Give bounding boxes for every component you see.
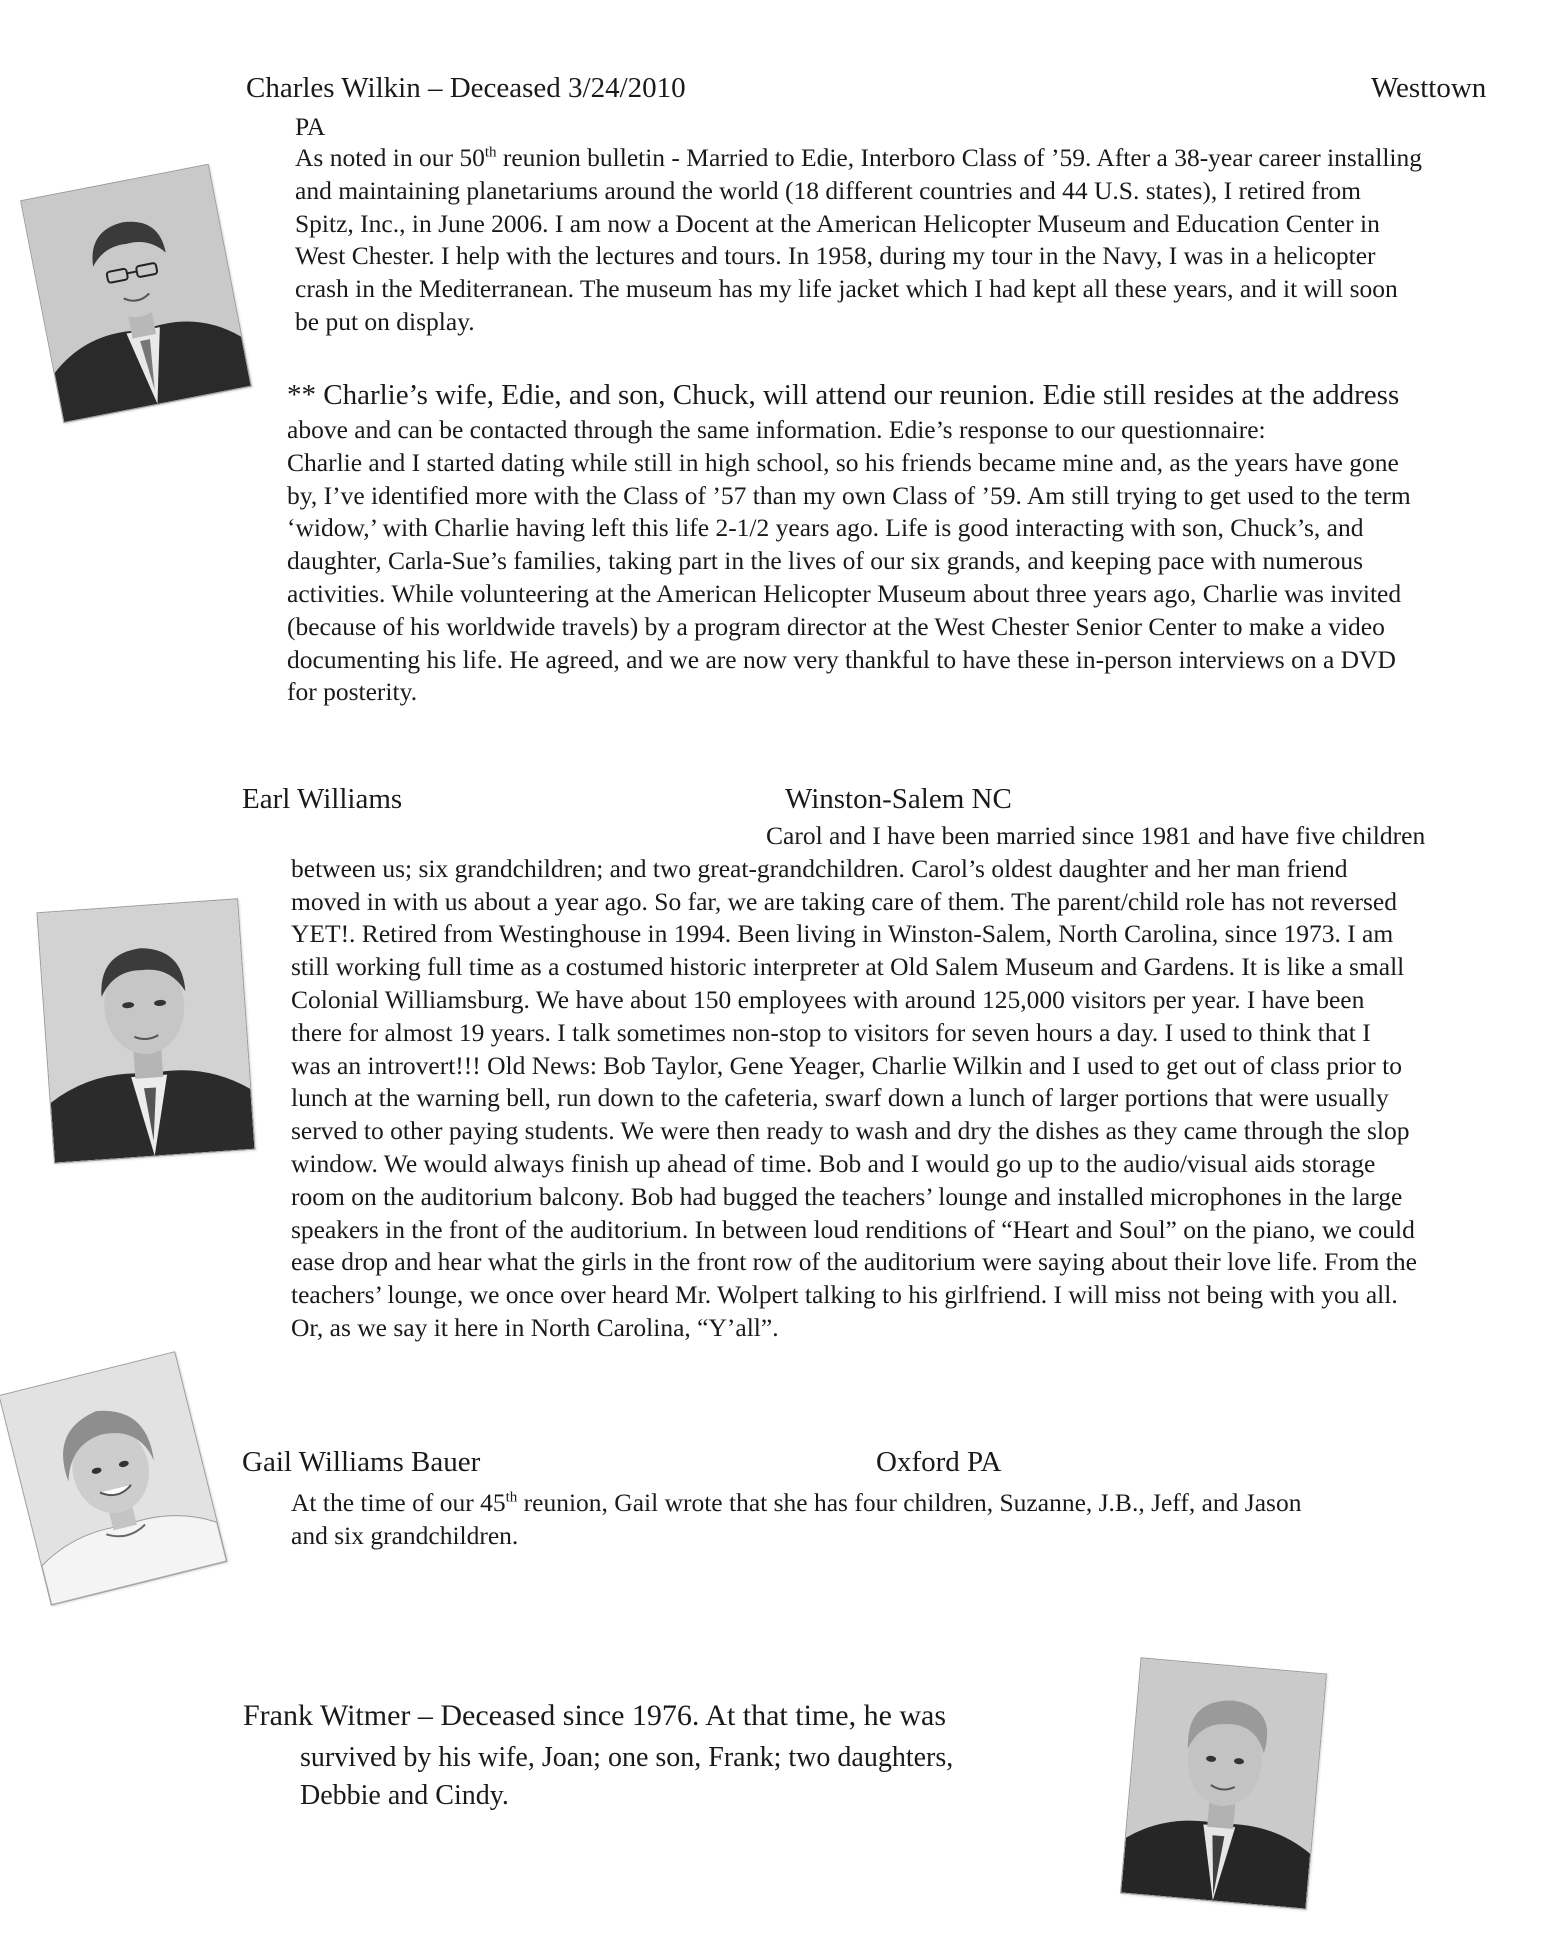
text-line: ease drop and hear what the girls in the front row of the auditorium were saying about their love life. From the (291, 1247, 1417, 1277)
entry-location-williams: Winston-Salem NC (785, 783, 1012, 815)
entry-name-witmer: Frank Witmer – Deceased since 1976. At that time, he was (243, 1699, 947, 1732)
entry-name-williams: Earl Williams (242, 783, 403, 815)
portrait-image (1121, 1658, 1326, 1908)
text-line: documenting his life. He agreed, and we are now very thankful to have these in-person interviews on a DVD (287, 644, 1396, 674)
portrait-photo-witmer (1120, 1657, 1327, 1909)
entry-bulletin-wilkin (295, 142, 1525, 339)
entry-location-wilkin: Westtown (1371, 72, 1487, 104)
entry-note-wilkin (287, 376, 1527, 709)
text-line: daughter, Carla-Sue’s families, taking part in the lives of our six grands, and keeping pace with numerous (287, 546, 1364, 576)
entry-name-bauer: Gail Williams Bauer (242, 1446, 481, 1478)
text-line: YET!. Retired from Westinghouse in 1994. Been living in Winston-Salem, North Carolina, since 1973. I am (291, 919, 1394, 949)
text-line: moved in with us about a year ago. So far, we are taking care of them. The parent/child role has not reversed (291, 886, 1397, 916)
text-line: Charlie and I started dating while still in high school, so his friends became mine and, as the years have gone (287, 447, 1399, 477)
portrait-image (38, 899, 255, 1162)
text-line: Debbie and Cindy. (300, 1780, 509, 1811)
text-line: lunch at the warning bell, run down to the cafeteria, swarf down a lunch of larger portions that were usually (291, 1083, 1389, 1113)
text-line: teachers’ lounge, we once over heard Mr. Wolpert talking to his girlfriend. I will miss not being with you all. (291, 1280, 1398, 1310)
text-line: crash in the Mediterranean. The museum has my life jacket which I had kept all these years, and it will soon (295, 274, 1398, 304)
text-line: speakers in the front of the auditorium. In between loud renditions of “Heart and Soul” on the piano, we could (291, 1214, 1415, 1244)
text-line: At the time of our 45th reunion, Gail wrote that she has four children, Suzanne, J.B., Jeff, and Jason (291, 1488, 1302, 1517)
portrait-photo-williams (36, 898, 255, 1163)
entry-location-bauer: Oxford PA (876, 1446, 1002, 1478)
text-line: ‘widow,’ with Charlie having left this life 2-1/2 years ago. Life is good interacting with son, Chuck’s, and (287, 513, 1364, 543)
text-line: ** Charlie’s wife, Edie, and son, Chuck, will attend our reunion. Edie still resides at the address (287, 379, 1400, 411)
entry-text-williams (291, 820, 1526, 1345)
text-line: Carol and I have been married since 1981 and have five children (766, 821, 1426, 850)
text-line: window. We would always finish up ahead of time. Bob and I would go up to the audio/visual aids storage (291, 1148, 1376, 1178)
entry-text-bauer (291, 1487, 1411, 1553)
text-line: West Chester. I help with the lectures and tours. In 1958, during my tour in the Navy, I was in a helicopter (295, 241, 1376, 271)
entry-text-witmer (300, 1739, 1080, 1815)
text-line: for posterity. (287, 677, 418, 707)
text-line: As noted in our 50th reunion bulletin - Married to Edie, Interboro Class of ’59. After a 38-year career installing (295, 143, 1422, 172)
text-line: and six grandchildren. (291, 1520, 519, 1550)
text-line: Colonial Williamsburg. We have about 150 employees with around 125,000 visitors per year. I have been (291, 984, 1365, 1014)
text-line: Or, as we say it here in North Carolina, “Y’all”. (291, 1312, 779, 1342)
text-line: by, I’ve identified more with the Class of ’57 than my own Class of ’59. Am still trying to get used to the term (287, 480, 1411, 510)
text-line: room on the auditorium balcony. Bob had bugged the teachers’ lounge and installed microphones in the large (291, 1181, 1403, 1211)
text-line: and maintaining planetariums around the world (18 different countries and 44 U.S. states), I retired from (295, 175, 1361, 205)
text-line: still working full time as a costumed historic interpreter at Old Salem Museum and Gardens. It is like a small (291, 952, 1405, 982)
text-line: served to other paying students. We were then ready to wash and dry the dishes as they came through the slop (291, 1116, 1410, 1146)
text-line: be put on display. (295, 306, 475, 336)
text-line: there for almost 19 years. I talk sometimes non-stop to visitors for seven hours a day. I used to think that I (291, 1017, 1371, 1047)
text-line: (because of his worldwide travels) by a program director at the West Chester Senior Center to make a video (287, 611, 1385, 641)
text-line: Spitz, Inc., in June 2006. I am now a Docent at the American Helicopter Museum and Education Center in (295, 208, 1380, 238)
entry-state-wilkin: PA (295, 112, 326, 141)
portrait-image (0, 1352, 226, 1604)
text-line: above and can be contacted through the same information. Edie’s response to our questionnaire: (287, 415, 1266, 444)
text-line: survived by his wife, Joan; one son, Frank; two daughters, (300, 1742, 954, 1773)
portrait-photo-bauer (0, 1351, 228, 1606)
entry-name-wilkin: Charles Wilkin – Deceased 3/24/2010 (246, 72, 686, 104)
text-line: was an introvert!!! Old News: Bob Taylor, Gene Yeager, Charlie Wilkin and I used to get out of class prior to (291, 1050, 1403, 1080)
portrait-photo-wilkin (20, 164, 252, 423)
text-line: activities. While volunteering at the American Helicopter Museum about three years ago, Charlie was invited (287, 578, 1402, 608)
portrait-image (21, 165, 250, 422)
text-line: between us; six grandchildren; and two great-grandchildren. Carol’s oldest daughter and her man friend (291, 853, 1348, 883)
